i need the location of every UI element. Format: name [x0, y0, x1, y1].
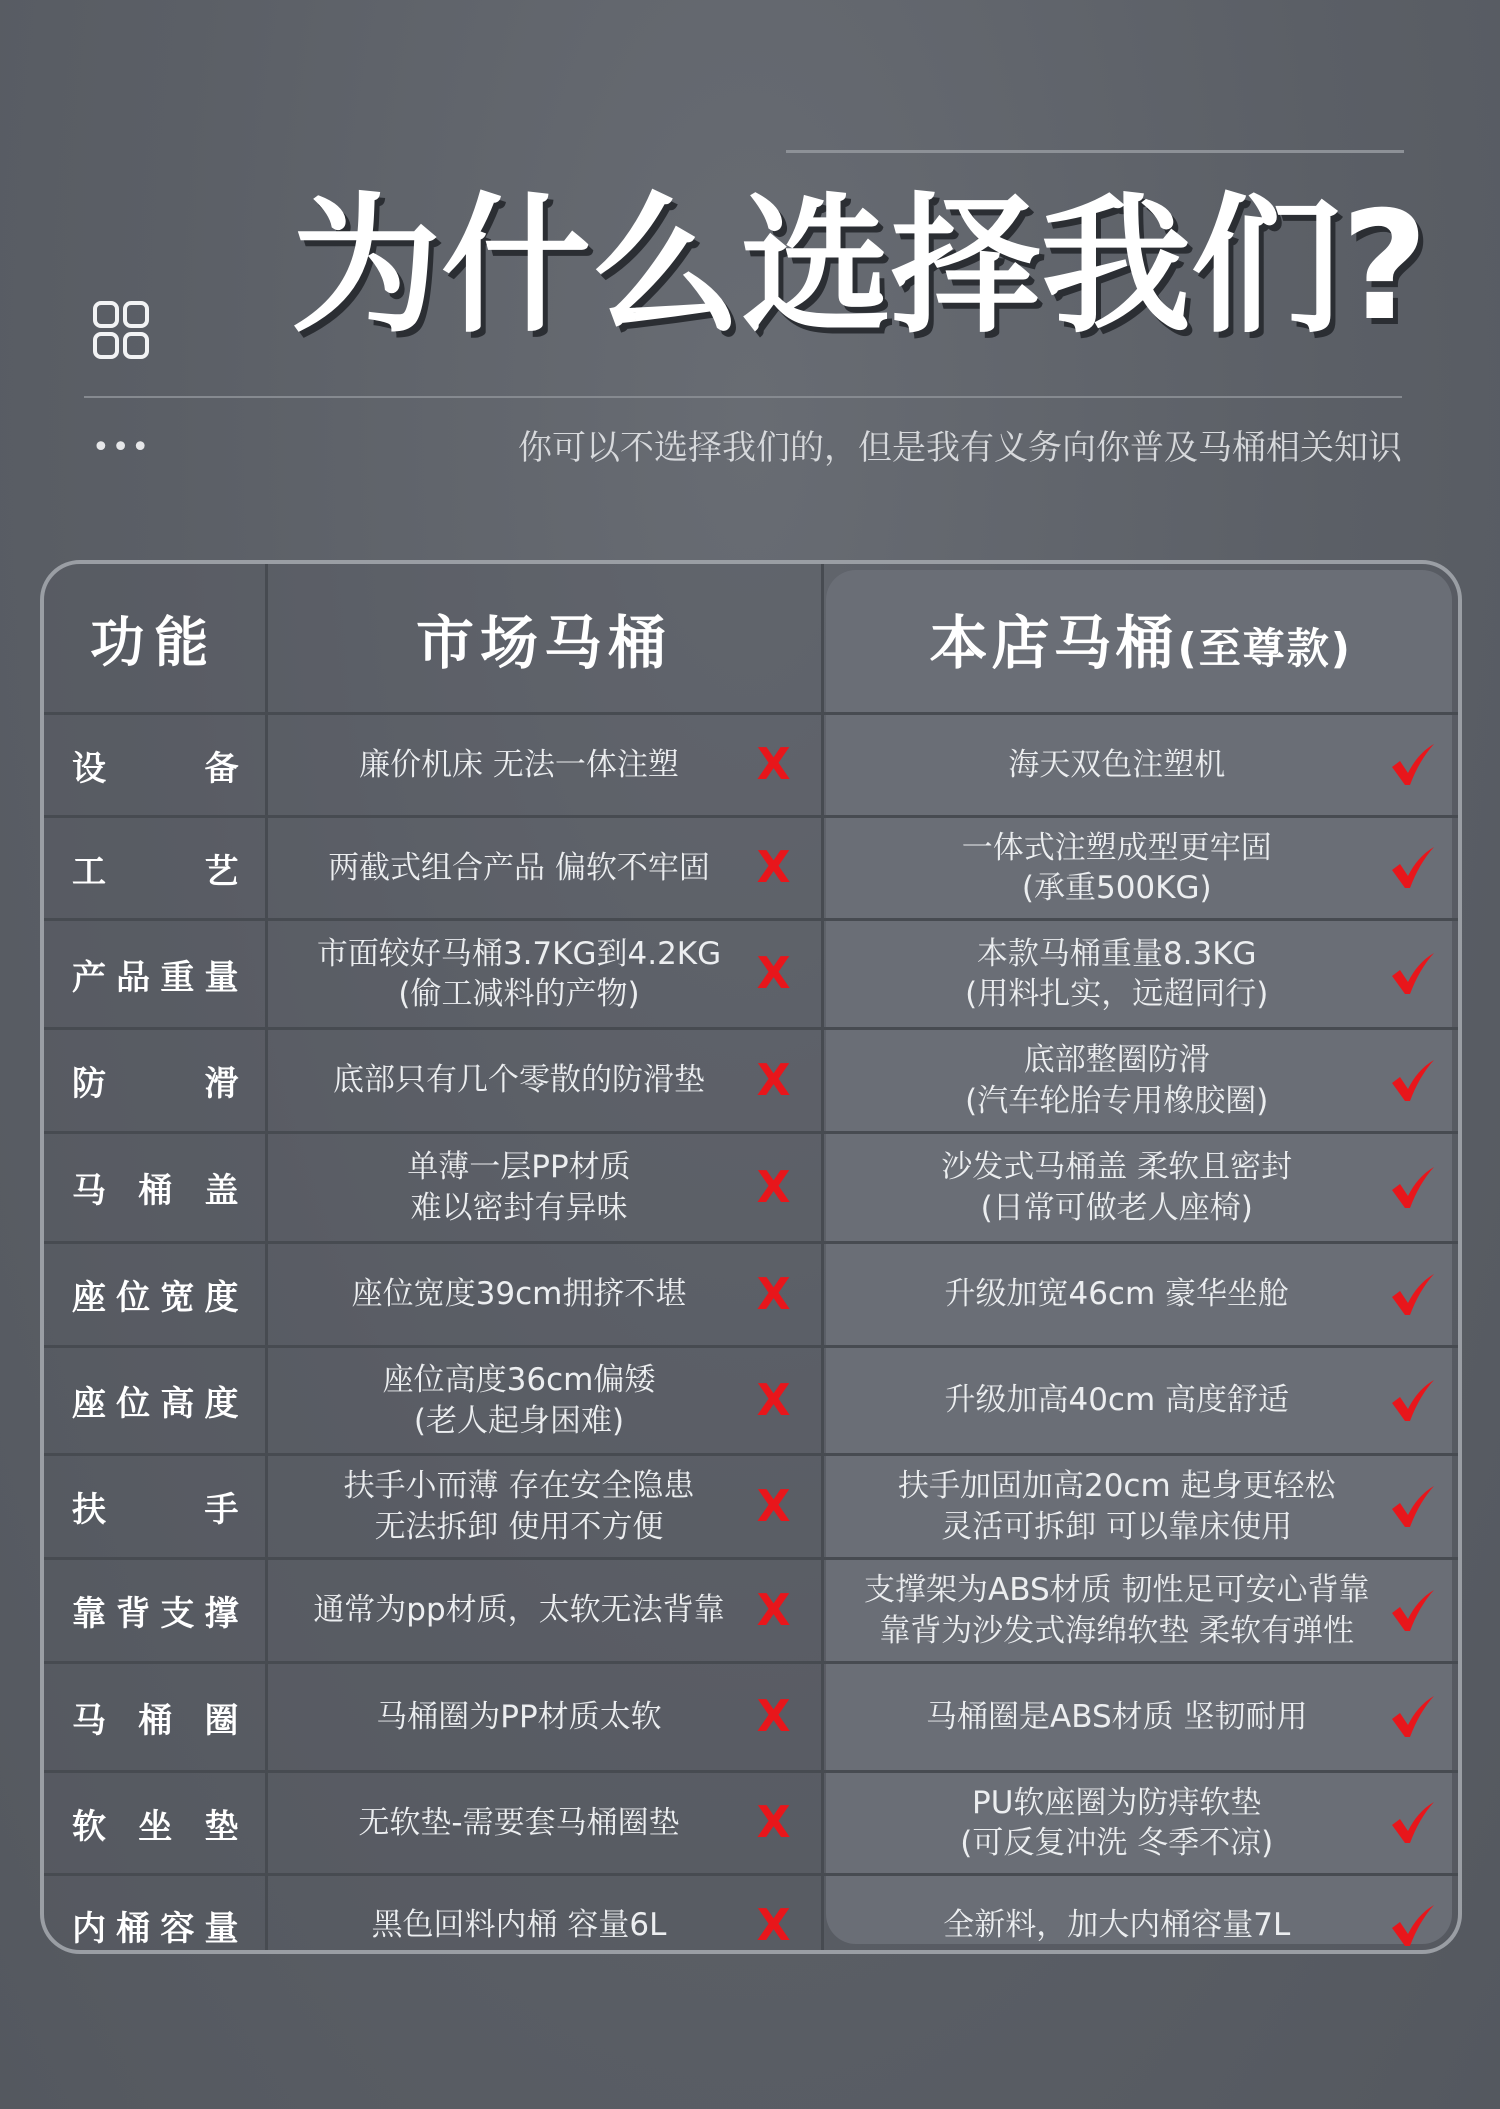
market-cell: [266, 1772, 822, 1875]
market-text-line: 底部只有几个零散的防滑垫: [333, 1062, 705, 1099]
check-icon: [1388, 1271, 1436, 1319]
ours-text-line: PU软座圈为防痔软垫: [972, 1784, 1262, 1821]
table-row: [44, 920, 1458, 1029]
cross-icon: X: [756, 1584, 791, 1636]
ours-cell: [822, 817, 1458, 920]
ours-text-line: 灵活可拆卸 可以靠床使用: [941, 1508, 1293, 1545]
check-icon: [1388, 1799, 1436, 1847]
ours-text: [824, 1905, 1459, 1945]
check-icon: [1388, 1483, 1436, 1531]
ours-text-line: 升级加高40cm 高度舒适: [944, 1382, 1290, 1419]
market-text-line: 单薄一层PP材质: [407, 1149, 631, 1186]
check-icon: [1388, 844, 1436, 892]
ours-text-line: (承重500KG): [1021, 870, 1212, 906]
cross-icon: X: [756, 1797, 791, 1848]
market-text-line: 两截式组合产品 偏软不牢固: [328, 849, 710, 886]
ours-text: [824, 934, 1459, 1015]
market-text-line: 无软垫-需要套马桶圈垫: [358, 1804, 680, 1841]
table-row: [44, 1029, 1458, 1133]
check-icon: [1388, 1587, 1436, 1635]
ours-text-line: (用料扎实，远超同行): [965, 976, 1269, 1012]
header-ours-label: 本店马桶: [929, 609, 1178, 677]
feature-cell: 产品重量: [44, 920, 266, 1029]
cross-icon: X: [756, 1161, 791, 1213]
ours-text: [824, 1783, 1459, 1864]
market-text-line: 马桶圈为PP材质太软: [376, 1698, 662, 1735]
market-text-line: 黑色回料内桶 容量6L: [371, 1907, 667, 1944]
ours-text-line: (日常可做老人座椅): [980, 1189, 1253, 1226]
feature-cell: 防滑: [44, 1029, 266, 1133]
table-row: [44, 1455, 1458, 1559]
ours-text-line: 扶手加固加高20cm 起身更轻松: [897, 1468, 1336, 1505]
market-text: [268, 739, 821, 790]
cross-icon: X: [756, 1899, 791, 1951]
market-text-line: (老人起身困难): [413, 1402, 625, 1439]
ours-text-line: 本款马桶重量8.3KG: [976, 935, 1257, 972]
market-text-line: 扶手小而薄 存在安全隐患: [343, 1468, 695, 1505]
cross-icon: X: [756, 842, 791, 893]
feature-cell: 马桶盖: [44, 1133, 266, 1243]
market-cell: [266, 1663, 822, 1772]
table-row: [44, 714, 1458, 817]
ours-text: [824, 1147, 1459, 1228]
market-cell: [266, 920, 822, 1029]
table-row: [44, 1559, 1458, 1663]
cross-icon: X: [756, 948, 791, 999]
ours-text: [824, 1697, 1459, 1737]
ours-cell: [822, 1029, 1458, 1133]
market-text-line: 市面较好马桶3.7KG到4.2KG: [316, 935, 722, 972]
check-icon: [1388, 741, 1436, 789]
check-icon: [1388, 1057, 1436, 1105]
market-text: [268, 1691, 821, 1742]
check-icon: [1388, 1164, 1436, 1212]
market-text: [268, 1466, 821, 1547]
header-market: 市场马桶: [266, 564, 822, 714]
header-feature: 功能: [44, 564, 266, 714]
market-text: [268, 1060, 821, 1100]
ours-text: [824, 828, 1459, 909]
market-text-line: 通常为pp材质，太软无法背靠: [313, 1592, 725, 1629]
market-text-line: 难以密封有异味: [410, 1189, 628, 1226]
market-cell: [266, 817, 822, 920]
ours-text: [824, 1570, 1459, 1651]
cross-icon: X: [756, 1374, 791, 1426]
ours-cell: [822, 1875, 1458, 1955]
market-cell: [266, 1455, 822, 1559]
ours-cell: [822, 920, 1458, 1029]
ours-cell: [822, 1133, 1458, 1243]
ours-cell: [822, 1243, 1458, 1347]
market-text-line: (偷工减料的产物): [398, 976, 640, 1012]
grid-icon: [92, 300, 150, 360]
market-text: [268, 1274, 821, 1314]
market-text-line: 座位高度36cm偏矮: [382, 1362, 656, 1399]
ours-cell: [822, 1455, 1458, 1559]
market-text: [268, 1590, 821, 1630]
ours-text: [824, 745, 1459, 785]
cross-icon: X: [756, 739, 791, 790]
ours-text-line: 海天双色注塑机: [1008, 746, 1226, 783]
market-text: [268, 934, 821, 1015]
cross-icon: X: [756, 1054, 791, 1106]
table-row: [44, 1347, 1458, 1455]
ours-text: [824, 1274, 1459, 1314]
ours-text-line: (可反复冲洗 冬季不凉): [960, 1825, 1274, 1861]
ours-text-line: 全新料，加大内桶容量7L: [943, 1907, 1291, 1944]
market-text: [268, 1797, 821, 1848]
market-text: [268, 1360, 821, 1441]
market-text-line: 座位宽度39cm拥挤不堪: [351, 1276, 687, 1313]
header-ours-note: (至尊款): [1177, 624, 1352, 673]
ours-cell: [822, 1347, 1458, 1455]
cross-icon: X: [756, 1480, 791, 1532]
header-ours: [822, 564, 1458, 714]
table-row: [44, 1133, 1458, 1243]
table-row: [44, 1243, 1458, 1347]
mid-divider-line: [84, 396, 1402, 398]
top-divider-line: [786, 150, 1404, 153]
feature-cell: 设备: [44, 714, 266, 817]
market-cell: [266, 1029, 822, 1133]
feature-cell: 马桶圈: [44, 1663, 266, 1772]
feature-cell: 工艺: [44, 817, 266, 920]
cross-icon: X: [756, 1268, 791, 1320]
ours-text-line: 升级加宽46cm 豪华坐舱: [944, 1276, 1290, 1313]
market-cell: [266, 1133, 822, 1243]
table-row: [44, 1772, 1458, 1875]
ours-cell: [822, 1663, 1458, 1772]
ours-text-line: 支撑架为ABS材质 韧性足可安心背靠: [864, 1572, 1370, 1609]
ours-text-line: 一体式注塑成型更牢固: [961, 829, 1272, 866]
market-text-line: 廉价机床 无法一体注塑: [359, 746, 679, 783]
cross-icon: X: [756, 1691, 791, 1742]
table-row: [44, 1663, 1458, 1772]
check-icon: [1388, 1377, 1436, 1425]
table-row: [44, 817, 1458, 920]
market-cell: [266, 1559, 822, 1663]
ours-text: [824, 1040, 1459, 1121]
feature-cell: 靠背支撑: [44, 1559, 266, 1663]
page-title: 为什么选择我们?: [290, 180, 1428, 354]
ours-cell: [822, 714, 1458, 817]
feature-cell: 内桶容量: [44, 1875, 266, 1955]
market-cell: [266, 714, 822, 817]
check-icon: [1388, 1693, 1436, 1741]
ours-text-line: 沙发式马桶盖 柔软且密封: [941, 1149, 1293, 1186]
ours-text: [824, 1380, 1459, 1420]
market-cell: [266, 1347, 822, 1455]
check-icon: [1388, 950, 1436, 998]
feature-cell: 座位高度: [44, 1347, 266, 1455]
ours-text-line: (汽车轮胎专用橡胶圈): [965, 1082, 1269, 1119]
market-cell: [266, 1243, 822, 1347]
ours-cell: [822, 1559, 1458, 1663]
ours-text-line: 靠背为沙发式海绵软垫 柔软有弹性: [879, 1612, 1355, 1649]
table-header-row: [44, 564, 1458, 714]
market-text: [268, 1905, 821, 1945]
feature-cell: 座位宽度: [44, 1243, 266, 1347]
comparison-table-frame: [40, 560, 1462, 1954]
dots-decoration: •••: [92, 430, 152, 465]
market-text: [268, 842, 821, 893]
ours-text-line: 马桶圈是ABS材质 坚韧耐用: [926, 1698, 1308, 1735]
comparison-table: [44, 564, 1458, 1954]
ours-text: [824, 1466, 1459, 1547]
ours-cell: [822, 1772, 1458, 1875]
market-text-line: 无法拆卸 使用不方便: [374, 1508, 664, 1545]
check-icon: [1388, 1902, 1436, 1950]
market-cell: [266, 1875, 822, 1955]
feature-cell: 扶手: [44, 1455, 266, 1559]
page-subtitle: 你可以不选择我们的，但是我有义务向你普及马桶相关知识: [518, 428, 1402, 468]
market-text: [268, 1147, 821, 1228]
table-row: [44, 1875, 1458, 1955]
ours-text-line: 底部整圈防滑: [1023, 1042, 1210, 1079]
feature-cell: 软坐垫: [44, 1772, 266, 1875]
